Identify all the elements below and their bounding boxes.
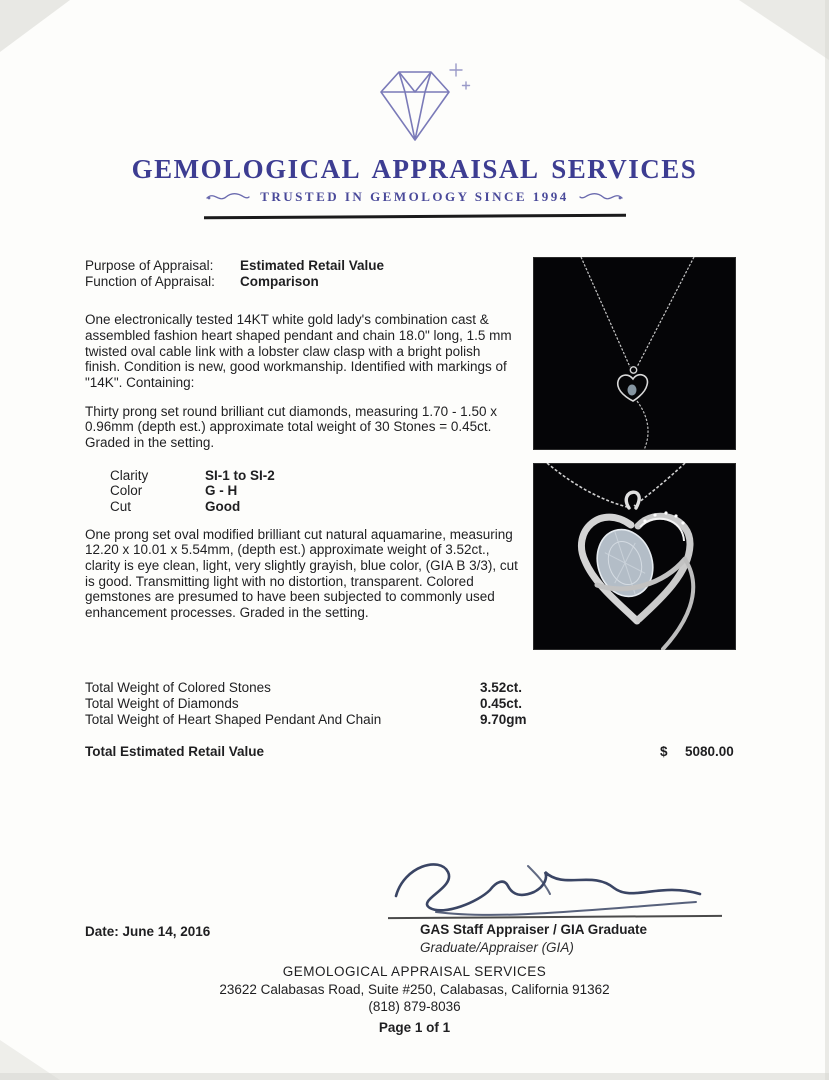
color-value: G - H [205, 483, 238, 499]
currency-symbol: $ [660, 744, 668, 759]
diamond-grading-table [85, 468, 519, 515]
item-description-paragraph: One electronically tested 14KT white gold lady's combination cast & assembled fashion heart shaped pendant and chain 18.0" long, 1.5 mm twisted oval cable link with a lobster claw clasp with a bright polish finish. Condition is new, good workmanship. Identified with markings of "14K". Containing: [85, 312, 512, 390]
flourish-right-icon [579, 190, 623, 204]
appraiser-title: GAS Staff Appraiser / GIA Graduate [420, 922, 648, 937]
total-retail-value-label: Total Estimated Retail Value [85, 744, 265, 759]
diamonds-paragraph: Thirty prong set round brilliant cut diamonds, measuring 1.70 - 1.50 x 0.96mm (depth est.) approximate total weight of 30 Stones = 0.45ct. Graded in the setting. [85, 403, 497, 450]
flourish-left-icon [206, 190, 250, 204]
scan-artifact-bottom-edge [0, 1073, 829, 1080]
pendant-with-chain-photo [533, 257, 736, 450]
total-diamonds-row [85, 696, 765, 712]
purpose-value: Estimated Retail Value [240, 258, 385, 273]
page-number: Page 1 of 1 [378, 1019, 451, 1035]
total-colored-stones-label: Total Weight of Colored Stones [85, 680, 271, 695]
footer [0, 963, 829, 1036]
date-line: Date: June 14, 2016 [85, 924, 211, 939]
grading-row-clarity [110, 468, 519, 484]
tagline-row [0, 189, 829, 205]
clarity-value: SI-1 to SI-2 [205, 467, 275, 483]
appraisal-body [85, 258, 519, 620]
grading-row-color [110, 483, 519, 499]
footer-org-name: GEMOLOGICAL APPRAISAL SERVICES [282, 964, 547, 979]
letterhead [0, 58, 829, 218]
pendant-closeup-photo [533, 463, 736, 650]
header-divider [203, 214, 625, 220]
totals-section [85, 680, 765, 729]
total-pendant-weight-label: Total Weight of Heart Shaped Pendant And Chain [85, 712, 382, 728]
org-title: GEMOLOGICAL APPRAISAL SERVICES [131, 154, 698, 184]
appraiser-subtitle: Graduate/Appraiser (GIA) [420, 940, 574, 955]
diamond-logo-icon [355, 58, 475, 148]
footer-address: 23622 Calabasas Road, Suite #250, Calabasas, California 91362 [219, 981, 610, 997]
total-retail-value-row [85, 744, 765, 759]
aquamarine-paragraph: One prong set oval modified brilliant cut natural aquamarine, measuring 12.20 x 10.01 x 5.54mm, (depth est.) approximate weight of 3.52ct., clarity is eye clean, light, very slightly grayish, blue color, (GIA B 3/3), cut is good. Transmitting light with no distortion, transparent. Colored gemstones are presumed to have been subjected to commonly used enhancement processes. Graded in the setting. [85, 526, 518, 620]
total-diamonds-value: 0.45ct. [480, 696, 523, 712]
scan-artifact-top-right [739, 0, 829, 60]
total-colored-stones-row [85, 680, 765, 696]
footer-phone: (818) 879-8036 [368, 999, 461, 1015]
heart-pendant-icon [533, 463, 736, 650]
total-pendant-weight-row [85, 712, 765, 728]
cut-label: Cut [110, 498, 132, 514]
signature-ink-icon [378, 852, 718, 918]
purpose-row [85, 258, 519, 274]
total-diamonds-label: Total Weight of Diamonds [85, 696, 239, 712]
grading-row-cut [110, 499, 519, 515]
purpose-label: Purpose of Appraisal: [85, 258, 214, 273]
total-colored-stones-value: 3.52ct. [480, 680, 523, 695]
clarity-label: Clarity [110, 467, 149, 483]
total-pendant-weight-value: 9.70gm [480, 712, 527, 728]
scan-artifact-top-left [0, 0, 70, 52]
total-retail-value-amount: 5080.00 [685, 744, 734, 759]
scan-artifact-bottom-left [0, 1040, 60, 1080]
tagline: TRUSTED IN GEMOLOGY SINCE 1994 [260, 189, 569, 204]
function-value: Comparison [240, 273, 319, 289]
function-label: Function of Appraisal: [85, 273, 215, 289]
color-label: Color [110, 483, 143, 499]
necklace-icon [533, 257, 736, 450]
function-row [85, 274, 519, 290]
cut-value: Good [205, 498, 241, 514]
